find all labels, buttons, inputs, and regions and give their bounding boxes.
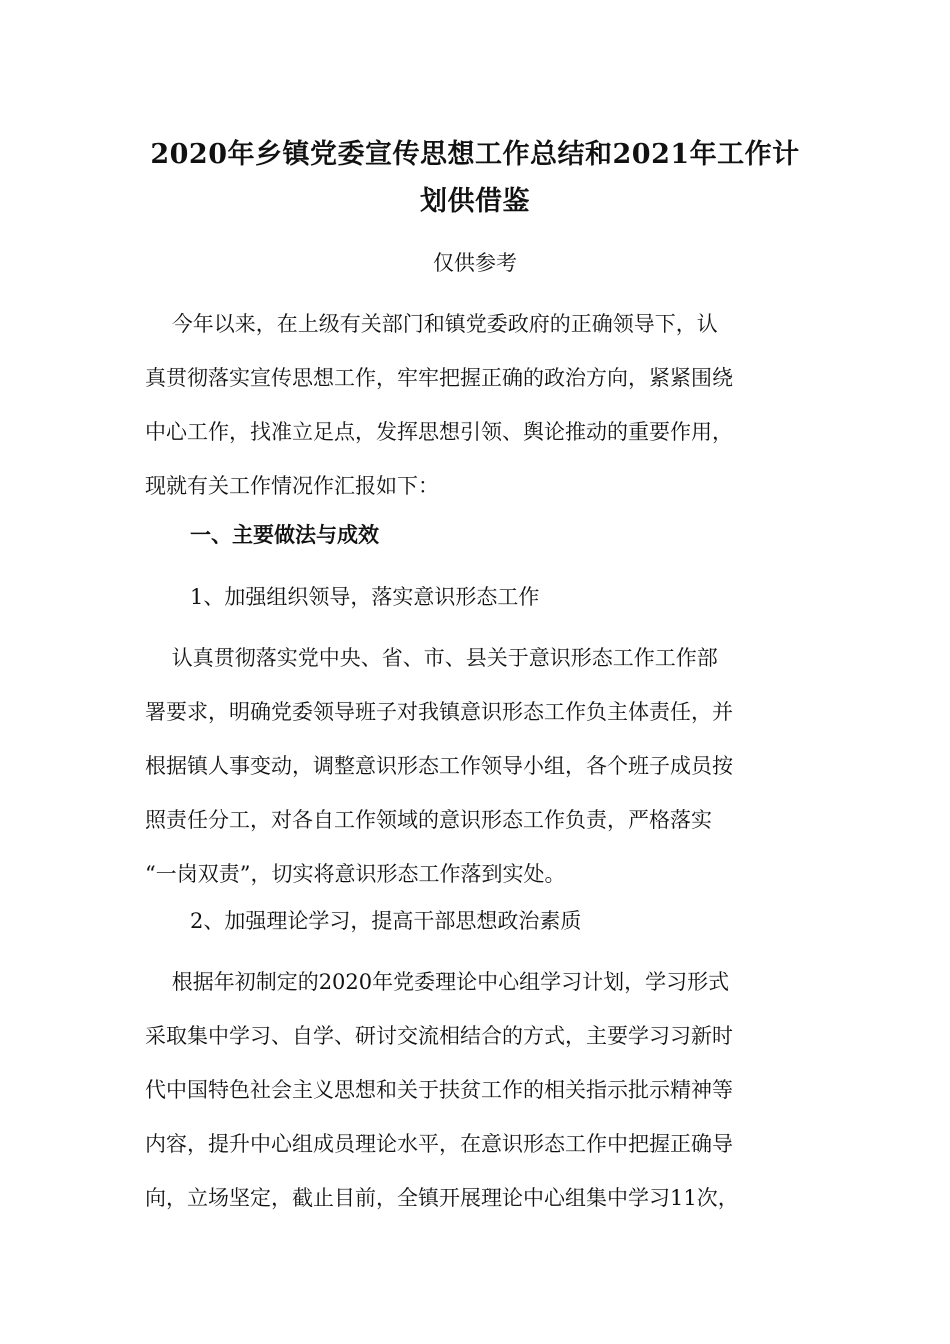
item-1-line: 照责任分工，对各自工作领域的意识形态工作负责，严格落实 [145, 808, 712, 832]
title-line-2: 划供借鉴 [420, 186, 530, 217]
item-2-line: 向，立场坚定，截止目前，全镇开展理论中心组集中学习11次， [145, 1186, 739, 1210]
intro-line: 真贯彻落实宣传思想工作，牢牢把握正确的政治方向，紧紧围绕 [145, 366, 733, 390]
item-1-line: 认真贯彻落实党中央、省、市、县关于意识形态工作工作部 [145, 646, 718, 670]
document-title [130, 131, 820, 225]
title-line-1: 2020年乡镇党委宣传思想工作总结和2021年工作计 [150, 139, 800, 170]
intro-line: 中心工作，找准立足点，发挥思想引领、舆论推动的重要作用， [145, 420, 733, 444]
section-1-heading: 一、主要做法与成效 [190, 522, 379, 547]
document-subtitle: 仅供参考 [433, 251, 517, 275]
item-2-line: 内容，提升中心组成员理论水平，在意识形态工作中把握正确导 [145, 1132, 733, 1156]
item-1-line: 署要求，明确党委领导班子对我镇意识形态工作负主体责任，并 [145, 700, 733, 724]
intro-paragraph [145, 297, 805, 513]
item-2-paragraph [145, 955, 805, 1225]
intro-line: 现就有关工作情况作汇报如下： [145, 474, 439, 498]
item-2-line: 采取集中学习、自学、研讨交流相结合的方式，主要学习习新时 [145, 1024, 733, 1048]
item-2-heading: 2、加强理论学习，提高干部思想政治素质 [190, 909, 582, 933]
item-1-heading: 1、加强组织领导，落实意识形态工作 [190, 585, 540, 609]
intro-line: 今年以来，在上级有关部门和镇党委政府的正确领导下，认 [145, 312, 718, 336]
item-2-line: 根据年初制定的2020年党委理论中心组学习计划，学习形式 [145, 970, 730, 994]
item-2-line: 代中国特色社会主义思想和关于扶贫工作的相关指示批示精神等 [145, 1078, 733, 1102]
item-1-line: 根据镇人事变动，调整意识形态工作领导小组，各个班子成员按 [145, 754, 733, 778]
item-1-line: “一岗双责”，切实将意识形态工作落到实处。 [145, 862, 566, 886]
item-1-paragraph [145, 631, 805, 901]
